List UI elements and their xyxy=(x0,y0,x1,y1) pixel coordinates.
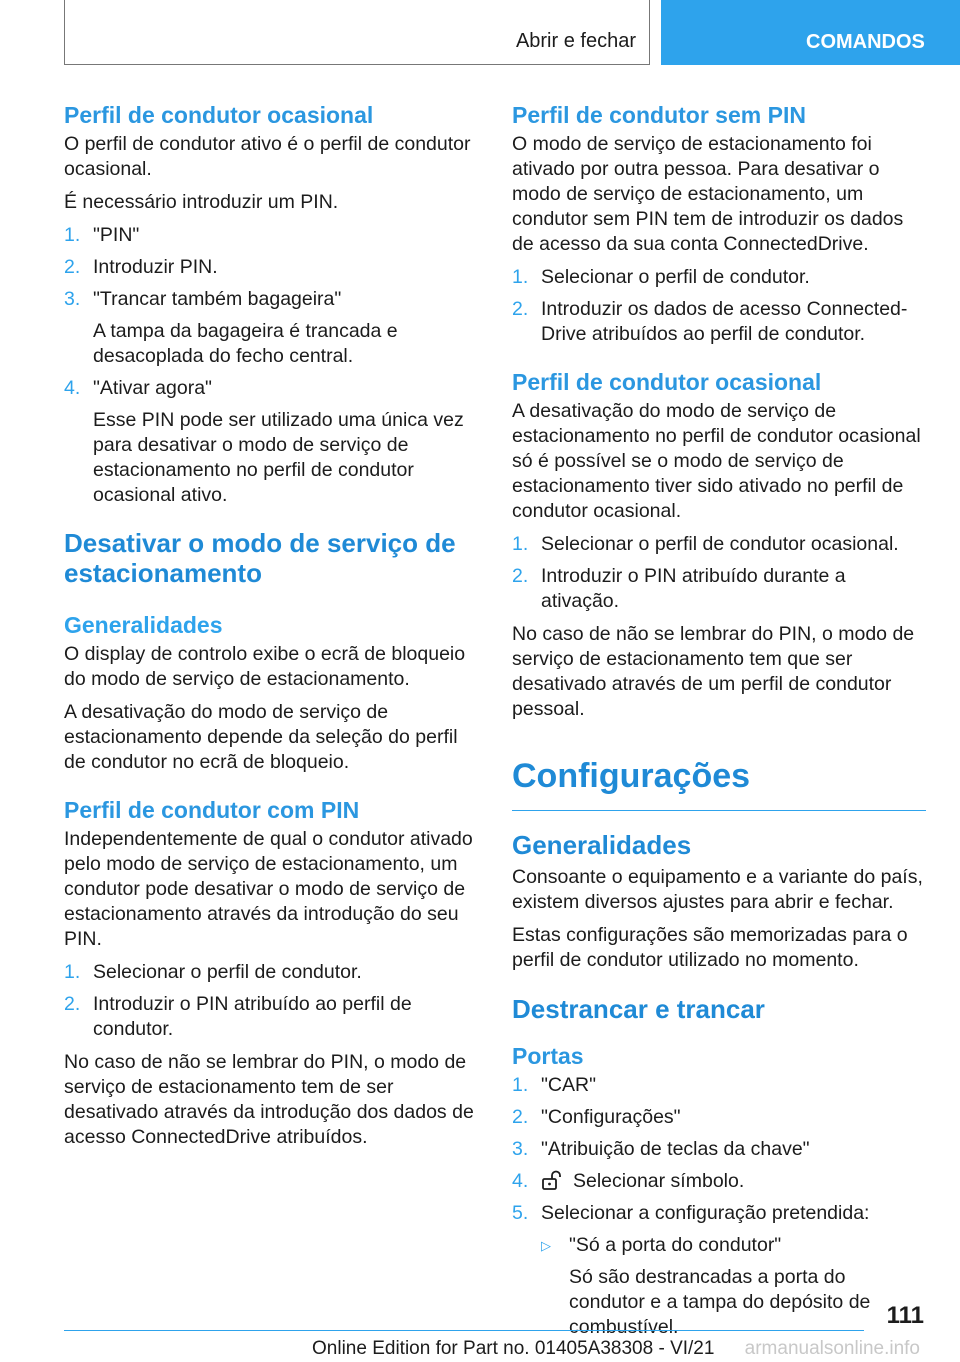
chapter-tab[interactable] xyxy=(661,0,960,65)
step-number: 3. xyxy=(512,1138,529,1160)
step-text: Introduzir o PIN atribuído ao perfil de condutor. xyxy=(93,993,412,1040)
footer-divider xyxy=(64,1330,864,1331)
list-item xyxy=(512,1169,926,1194)
step-text: Selecionar símbolo. xyxy=(573,1170,745,1192)
step-text: Introduzir os dados de acesso ConnectedDrive atribuídos ao perfil de condutor. xyxy=(541,298,908,345)
chapter-tab-label: COMANDOS xyxy=(806,31,925,53)
list-item xyxy=(512,1073,926,1098)
step-text: "Ativar agora" xyxy=(93,377,212,399)
heading-destrancar-trancar: Destrancar e trancar xyxy=(512,994,765,1024)
list-item xyxy=(64,376,478,508)
watermark: armanualsonline.info xyxy=(744,1338,920,1359)
step-number: 2. xyxy=(512,1106,529,1128)
step-number: 5. xyxy=(512,1202,529,1224)
step-text: Selecionar o perfil de condutor. xyxy=(541,266,810,288)
step-number: 2. xyxy=(512,565,529,587)
heading-desativar: Desativar o modo de serviço de estacionamento xyxy=(64,528,456,588)
triangle-bullet-icon: ▷ xyxy=(541,1238,551,1253)
step-number: 1. xyxy=(64,961,81,983)
paragraph: Independentemente de qual o condutor ativado pelo modo de serviço de estacionamento, um condutor pode desativar o modo de serviço de estacionamento através da introdução do seu PIN. xyxy=(64,828,473,950)
heading-generalidades: Generalidades xyxy=(512,830,692,860)
step-text: "Atribuição de teclas da chave" xyxy=(541,1138,810,1160)
right-column xyxy=(512,100,926,1348)
paragraph: O modo de serviço de estacionamento foi ativado por outra pessoa. Para desativar o modo de serviço de estacionamento, um condutor sem PIN tem de introduzir os dados de acesso da sua conta ConnectedDrive. xyxy=(512,133,904,255)
list-item xyxy=(512,1201,926,1340)
paragraph: Estas configurações são memorizadas para o perfil de condutor utilizado no momento. xyxy=(512,924,908,971)
paragraph: É necessário introduzir um PIN. xyxy=(64,191,339,213)
list-item xyxy=(512,1105,926,1130)
steps-com-pin xyxy=(64,960,478,1042)
page-number: 111 xyxy=(886,1302,924,1329)
paragraph: No caso de não se lembrar do PIN, o modo de serviço de estacionamento tem de ser desativado através da introdução dos dados de acesso ConnectedDrive atribuídos. xyxy=(64,1051,474,1148)
paragraph: A desativação do modo de serviço de estacionamento no perfil de condutor ocasional só é possível se o modo de serviço de estacionamento tiver sido ativado no perfil de condutor ocasional. xyxy=(512,400,921,522)
step-number: 1. xyxy=(512,266,529,288)
list-item xyxy=(64,992,478,1042)
list-item xyxy=(64,287,478,369)
heading-generalidades: Generalidades xyxy=(64,612,223,638)
heading-portas: Portas xyxy=(512,1043,584,1069)
steps-ocasional xyxy=(512,532,926,614)
heading-sem-pin: Perfil de condutor sem PIN xyxy=(512,102,806,128)
step-number: 2. xyxy=(512,298,529,320)
paragraph: A desativação do modo de serviço de estacionamento depende da seleção do perfil de condutor no ecrã de bloqueio. xyxy=(64,701,458,773)
steps-sem-pin xyxy=(512,265,926,347)
step-text: Selecionar o perfil de condutor ocasional. xyxy=(541,533,899,555)
option-description: Só são destrancadas a porta do condutor e a tampa do depósito de combustível. xyxy=(569,1266,871,1338)
step-text: "Trancar também bagageira" xyxy=(93,288,342,310)
step-text: Selecionar a configuração pretendida: xyxy=(541,1202,870,1224)
list-item xyxy=(512,1137,926,1162)
step-detail: A tampa da bagageira é trancada e desacoplada do fecho central. xyxy=(93,320,398,367)
step-number: 1. xyxy=(512,1074,529,1096)
list-item xyxy=(512,265,926,290)
step-number: 1. xyxy=(64,224,81,246)
list-item xyxy=(64,960,478,985)
step-text: "CAR" xyxy=(541,1074,597,1096)
step-detail: Esse PIN pode ser utilizado uma única vez para desativar o modo de serviço de estacionamento no perfil de condutor ocasional ativo. xyxy=(93,409,464,506)
heading-perfil-ocasional: Perfil de condutor ocasional xyxy=(512,369,822,395)
list-item xyxy=(64,255,478,280)
step-text: "Configurações" xyxy=(541,1106,681,1128)
step-number: 3. xyxy=(64,288,81,310)
paragraph: O display de controlo exibe o ecrã de bloqueio do modo de serviço de estacionamento. xyxy=(64,643,466,690)
option-label: "Só a porta do condutor" xyxy=(569,1234,782,1256)
option-item xyxy=(541,1233,926,1340)
step-number: 2. xyxy=(64,993,81,1015)
paragraph: Consoante o equipamento e a variante do país, existem diversos ajustes para abrir e fechar. xyxy=(512,866,923,913)
section-title: Abrir e fechar xyxy=(515,30,636,52)
step-number: 4. xyxy=(64,377,81,399)
step-text: Introduzir PIN. xyxy=(93,256,218,278)
steps-ocasional xyxy=(64,223,478,508)
step-number: 4. xyxy=(512,1170,529,1192)
list-item xyxy=(512,297,926,347)
step-text: Selecionar o perfil de condutor. xyxy=(93,961,362,983)
step-number: 1. xyxy=(512,533,529,555)
list-item xyxy=(64,223,478,248)
step-text: "PIN" xyxy=(93,224,140,246)
paragraph: O perfil de condutor ativo é o perfil de condutor ocasional. xyxy=(64,133,471,180)
footer-edition: Online Edition for Part no. 01405A38308 - VI/21 xyxy=(312,1338,715,1359)
left-column xyxy=(64,100,478,1158)
list-item xyxy=(512,532,926,557)
list-item xyxy=(512,564,926,614)
step-number: 2. xyxy=(64,256,81,278)
paragraph: No caso de não se lembrar do PIN, o modo de serviço de estacionamento tem que ser desativado através de um perfil de condutor pessoal. xyxy=(512,623,915,720)
heading-perfil-ocasional: Perfil de condutor ocasional xyxy=(64,102,374,128)
unlock-icon xyxy=(541,1170,563,1190)
heading-configuracoes: Configurações xyxy=(512,756,926,811)
step-text: Introduzir o PIN atribuído durante a ativação. xyxy=(541,565,846,612)
steps-portas xyxy=(512,1073,926,1340)
options-list xyxy=(541,1233,926,1340)
heading-com-pin: Perfil de condutor com PIN xyxy=(64,797,360,823)
